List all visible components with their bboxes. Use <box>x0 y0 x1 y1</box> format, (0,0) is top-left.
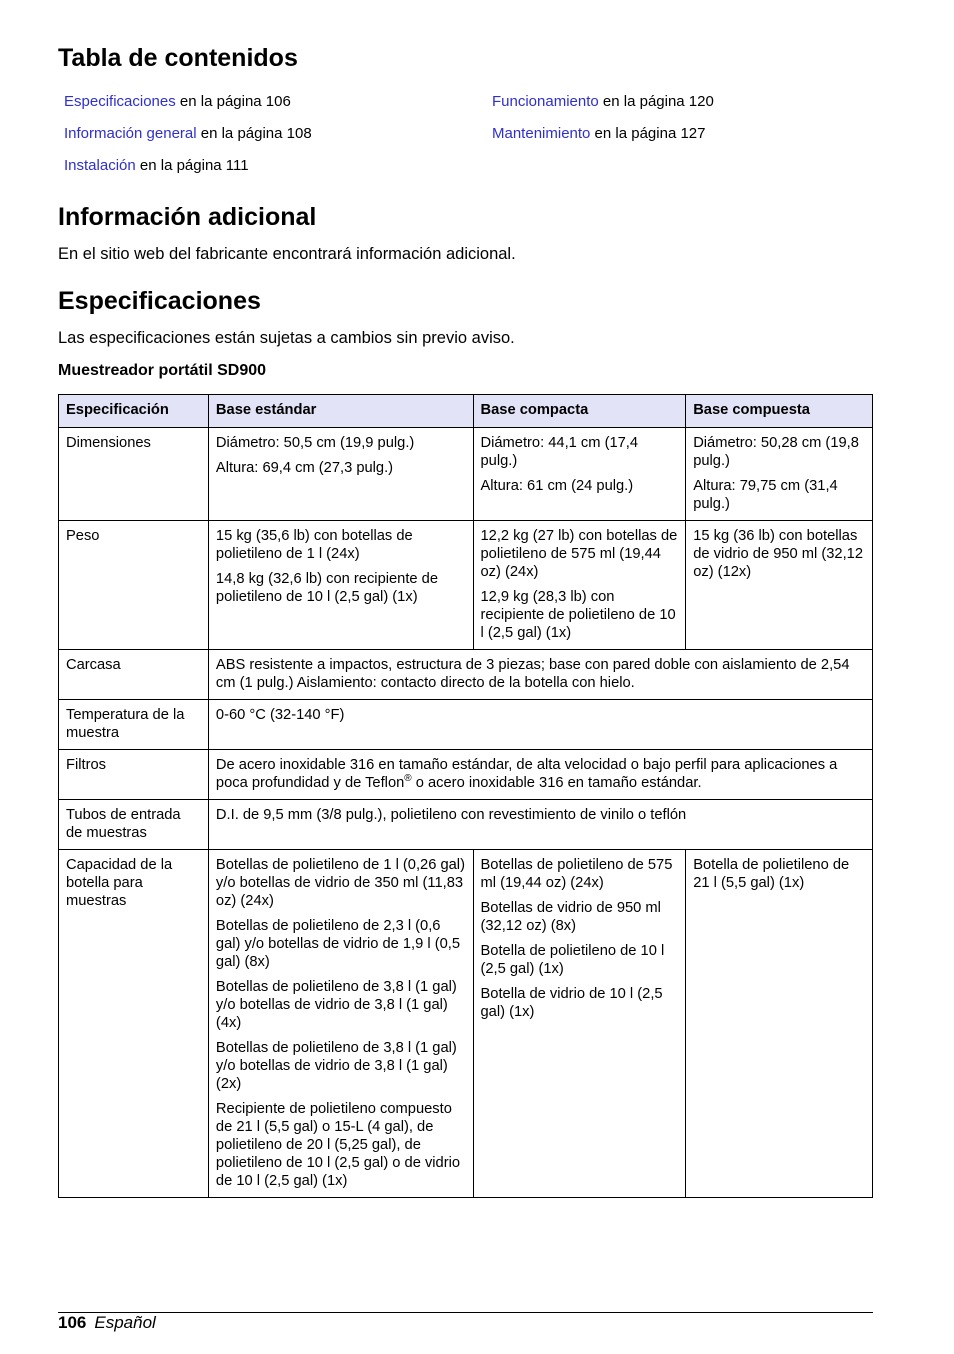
cell-compacta <box>473 521 686 650</box>
toc-page-ref: en la página 108 <box>196 125 312 142</box>
table-row <box>59 428 873 521</box>
table-row <box>59 800 873 850</box>
cell-merged: D.I. de 9,5 mm (3/8 pulg.), polietileno con revestimiento de vinilo o teflón <box>208 800 872 850</box>
cell-std <box>208 521 473 650</box>
toc-link[interactable]: Información general <box>64 125 197 142</box>
toc-link[interactable]: Funcionamiento <box>492 93 599 110</box>
row-label: Peso <box>59 521 209 650</box>
header-especificacion: Especificación <box>59 395 209 428</box>
table-row <box>59 521 873 650</box>
cell-line: Botellas de vidrio de 950 ml (32,12 oz) (8x) <box>480 900 661 934</box>
toc-page-ref: en la página 120 <box>598 93 714 110</box>
specs-subtitle: Muestreador portátil SD900 <box>58 362 267 379</box>
row-label: Capacidad de la botella para muestras <box>59 850 209 1198</box>
cell-line: Botellas de polietileno de 2,3 l (0,6 gal) y/o botellas de vidrio de 1,9 l (0,5 gal) (8x) <box>215 918 461 970</box>
toc-page-ref: en la página 111 <box>135 157 249 174</box>
cell-std <box>208 428 473 521</box>
toc-page-ref: en la página 127 <box>590 125 706 142</box>
cell-line: Botella de polietileno de 21 l (5,5 gal) (1x) <box>693 857 850 891</box>
toc-page-ref: en la página 106 <box>175 93 291 110</box>
filtros-text-a: De acero inoxidable 316 en tamaño estándar, de alta velocidad o bajo perfil para aplicaciones a poca profundidad y de Teflon <box>215 757 838 791</box>
toc-link[interactable]: Instalación <box>64 157 136 174</box>
cell-line: 12,9 kg (28,3 lb) con recipiente de polietileno de 10 l (2,5 gal) (1x) <box>480 589 676 641</box>
header-base-compuesta: Base compuesta <box>686 395 873 428</box>
cell-compacta <box>473 850 686 1198</box>
cell-compuesta <box>686 428 873 521</box>
cell-line: Diámetro: 50,5 cm (19,9 pulg.) <box>215 435 415 451</box>
cell-line: Diámetro: 44,1 cm (17,4 pulg.) <box>480 435 639 469</box>
page-footer <box>58 1313 156 1333</box>
additional-info-title: Información adicional <box>58 203 317 231</box>
cell-merged: ABS resistente a impactos, estructura de 3 piezas; base con pared doble con aislamiento de 2,54 cm (1 pulg.) Aislamiento: contacto directo de la botella con hielo. <box>208 650 872 700</box>
specs-title: Especificaciones <box>58 287 261 315</box>
row-label: Temperatura de la muestra <box>59 700 209 750</box>
cell-line: 15 kg (36 lb) con botellas de vidrio de 950 ml (32,12 oz) (12x) <box>693 528 864 580</box>
cell-line: Altura: 61 cm (24 pulg.) <box>480 478 634 494</box>
row-label: Filtros <box>59 750 209 800</box>
table-row <box>59 650 873 700</box>
table-row <box>59 850 873 1198</box>
cell-compuesta <box>686 850 873 1198</box>
registered-mark: ® <box>404 773 412 785</box>
header-base-compacta: Base compacta <box>473 395 686 428</box>
toc-link[interactable]: Mantenimiento <box>492 125 591 142</box>
cell-line: Botellas de polietileno de 1 l (0,26 gal) y/o botellas de vidrio de 350 ml (11,83 oz) (24x) <box>215 857 465 909</box>
toc-link[interactable]: Especificaciones <box>64 93 176 110</box>
cell-line: Recipiente de polietileno compuesto de 21 l (5,5 gal) o 15-L (4 gal), de polietileno de 20 l (5,25 gal), de polietileno de 10 l (2,5 gal) o de vidrio de 10 l (2,5 gal) (1x) <box>215 1101 461 1189</box>
header-base-estandar: Base estándar <box>208 395 473 428</box>
cell-line: 15 kg (35,6 lb) con botellas de polietileno de 1 l (24x) <box>215 528 413 562</box>
cell-line: Botella de vidrio de 10 l (2,5 gal) (1x) <box>480 986 663 1020</box>
toc-title: Tabla de contenidos <box>58 44 298 72</box>
row-label: Dimensiones <box>59 428 209 521</box>
cell-line: 14,8 kg (32,6 lb) con recipiente de polietileno de 10 l (2,5 gal) (1x) <box>215 571 439 605</box>
footer-divider <box>58 1312 873 1313</box>
cell-merged <box>208 750 872 800</box>
table-header-row <box>59 395 873 428</box>
cell-line: Botellas de polietileno de 575 ml (19,44 oz) (24x) <box>480 857 673 891</box>
specs-intro: Las especificaciones están sujetas a cambios sin previo aviso. <box>58 329 515 347</box>
page-number: 106 <box>58 1313 87 1332</box>
specs-table <box>58 394 873 1198</box>
cell-merged: 0-60 °C (32-140 °F) <box>208 700 872 750</box>
toc-item-informacion-general[interactable] <box>64 125 312 142</box>
toc-item-funcionamiento[interactable] <box>492 93 714 110</box>
table-row <box>59 750 873 800</box>
cell-line: Diámetro: 50,28 cm (19,8 pulg.) <box>693 435 859 469</box>
table-row <box>59 700 873 750</box>
cell-line: Botellas de polietileno de 3,8 l (1 gal) y/o botellas de vidrio de 3,8 l (1 gal) (2x) <box>215 1040 457 1092</box>
cell-line: Botella de polietileno de 10 l (2,5 gal) (1x) <box>480 943 665 977</box>
row-label: Tubos de entrada de muestras <box>59 800 209 850</box>
toc-item-mantenimiento[interactable] <box>492 125 706 142</box>
cell-line: Botellas de polietileno de 3,8 l (1 gal) y/o botellas de vidrio de 3,8 l (1 gal) (4x) <box>215 979 457 1031</box>
cell-line: 12,2 kg (27 lb) con botellas de polietileno de 575 ml (19,44 oz) (24x) <box>480 528 678 580</box>
row-label: Carcasa <box>59 650 209 700</box>
cell-compuesta <box>686 521 873 650</box>
footer-language: Español <box>94 1313 156 1332</box>
cell-std <box>208 850 473 1198</box>
additional-info-text: En el sitio web del fabricante encontrará información adicional. <box>58 245 516 263</box>
toc-item-instalacion[interactable] <box>64 157 249 174</box>
cell-line: Altura: 79,75 cm (31,4 pulg.) <box>693 478 838 512</box>
filtros-text-b: o acero inoxidable 316 en tamaño estándar. <box>411 775 702 791</box>
toc-item-especificaciones[interactable] <box>64 93 291 110</box>
cell-compacta <box>473 428 686 521</box>
cell-line: Altura: 69,4 cm (27,3 pulg.) <box>215 460 394 476</box>
